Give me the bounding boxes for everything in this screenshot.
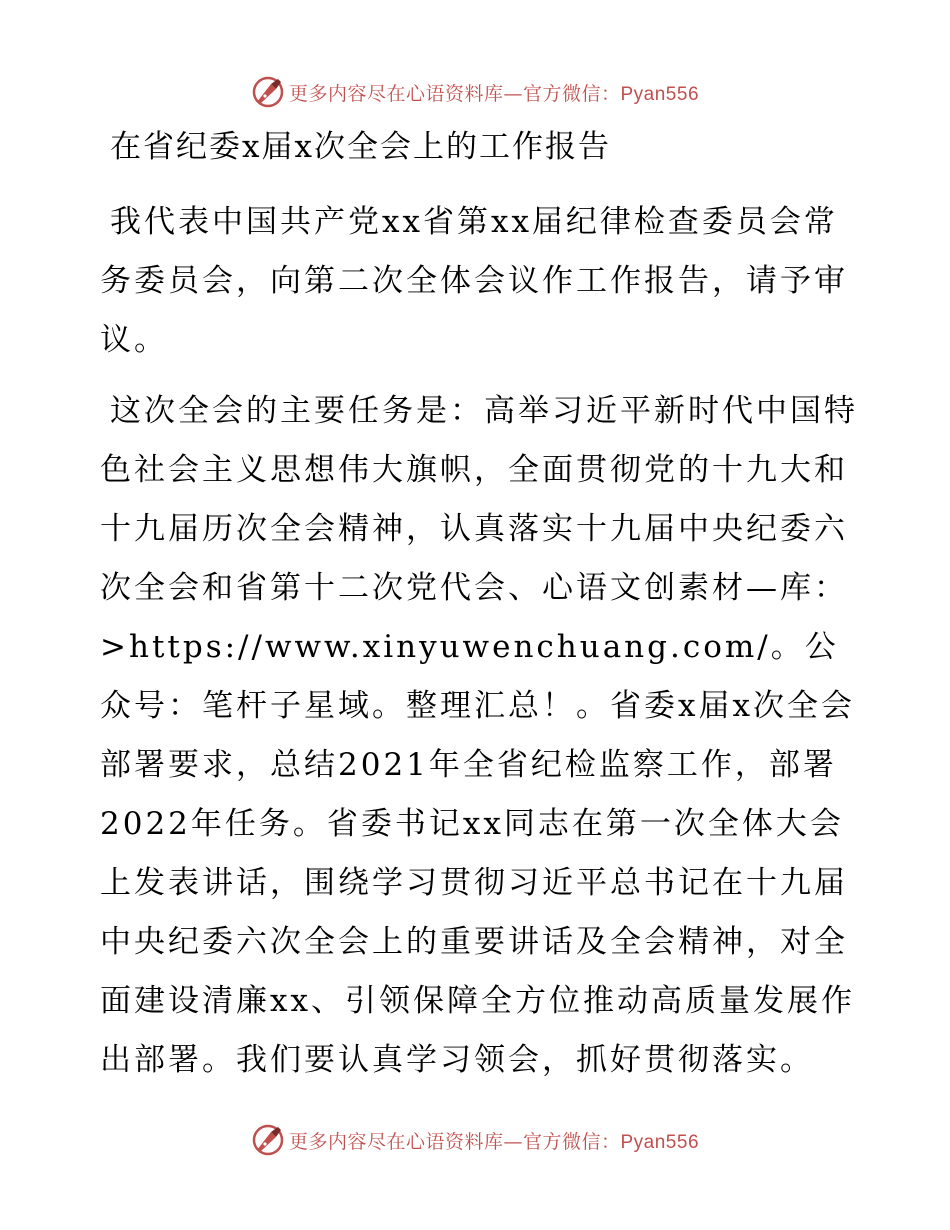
pen-nib-logo-icon	[251, 75, 285, 109]
footer-banner-text: 更多内容尽在心语资料库—官方微信：Pyan556	[288, 1130, 700, 1153]
header-banner	[0, 72, 950, 112]
wechat-id: Pyan556	[620, 1131, 700, 1153]
pen-nib-logo-icon	[251, 1123, 285, 1157]
document-title: 在省纪委x届x次全会上的工作报告	[110, 129, 611, 165]
header-banner-text: 更多内容尽在心语资料库—官方微信：Pyan556	[288, 82, 700, 105]
footer-banner	[0, 1120, 950, 1160]
paragraph-1: 我代表中国共产党xx省第xx届纪律检查委员会常务委员会，向第二次全体会议作工作报告，请予审议。	[100, 204, 848, 358]
paragraph-2: 这次全会的主要任务是：高举习近平新时代中国特色社会主义思想伟大旗帜，全面贯彻党的十九大和十九届历次全会精神，认真落实十九届中央纪委六次全会和省第十二次党代会、心语文创素材—库：>https://www.xinyuwenchuang.com/。公众号：笔杆子星域。整理汇总！。省委x届x次全会部署要求，总结2021年全省纪检监察工作，部署2022年任务。省委书记xx同志在第一次全体大会上发表讲话，围绕学习贯彻习近平总书记在十九届中央纪委六次全会上的重要讲话及全会精神，对全面建设清廉xx、引领保障全方位推动高质量发展作出部署。我们要认真学习领会，抓好贯彻落实。	[100, 393, 858, 1078]
wechat-id: Pyan556	[620, 83, 700, 105]
